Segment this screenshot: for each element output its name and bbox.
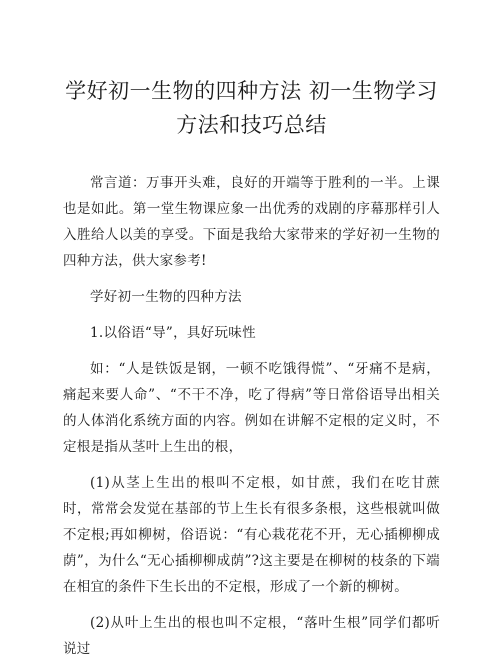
article-title: 学好初一生物的四种方法 初一生物学习方法和技巧总结 xyxy=(65,79,438,137)
paragraph-point-1: (1)从茎上生出的根叫不定根，如甘蔗，我们在吃甘蔗时，常常会发觉在基部的节上生长有很多条根，这些根就叫做不定根;再如柳树，俗语说：“有心栽花花不开，无心插柳柳成荫”，为什么“无心插柳柳成荫”?这主要是在柳树的枝条的下端在相宜的条件下生长出的不定根，形成了一个新的柳树。 xyxy=(63,475,440,595)
paragraph-intro: 常言道：万事开头难，良好的开端等于胜利的一半。上课也是如此。第一堂生物课应象一出优秀的戏剧的序幕那样引人入胜给人以美的享受。下面是我给大家带来的学好初一生物的四种方法，供大家参考! xyxy=(63,175,440,269)
paragraph-method-1-heading: 1.以俗语“导”，具好玩味性 xyxy=(90,325,256,341)
paragraph-method-1-example: 如：“人是铁饭是钢，一顿不吃饿得慌”、“牙痛不是病，痛起来要人命”、“不干不净，吃了得病”等日常俗语导出相关的人体消化系统方面的内容。例如在讲解不定根的定义时，不定根是指从茎叶上生出的根， xyxy=(63,361,440,455)
paragraph-section-heading: 学好初一生物的四种方法 xyxy=(90,289,242,305)
paragraph-point-2: (2)从叶上生出的根也叫不定根，“落叶生根”同学们都听说过 xyxy=(63,615,440,657)
